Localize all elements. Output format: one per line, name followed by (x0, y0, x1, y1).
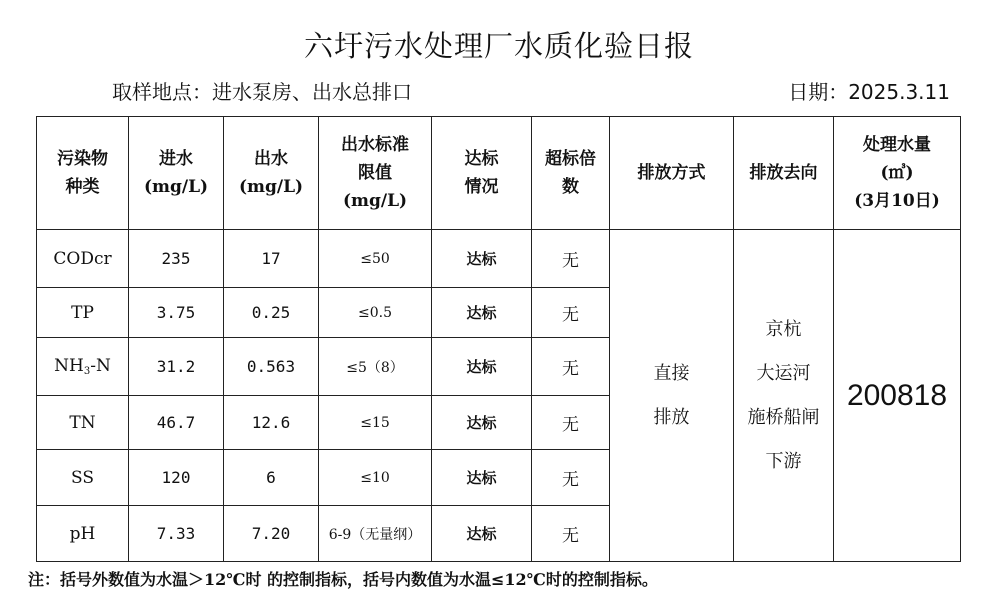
outflow-cell: 7.20 (224, 506, 319, 562)
pollutant-cell: TN (37, 396, 129, 450)
pollutant-cell: SS (37, 450, 129, 506)
inflow-cell: 31.2 (129, 338, 224, 396)
outflow-cell: 6 (224, 450, 319, 506)
treated-volume-cell: 200818 (834, 230, 961, 562)
table-header-row (37, 117, 961, 230)
status-cell: 达标 (432, 450, 532, 506)
header-outflow: 出水 (mg/L) (224, 117, 319, 230)
footnote: 注：括号外数值为水温＞12℃时 的控制指标，括号内数值为水温≤12℃时的控制指标。 (28, 570, 658, 589)
limit-cell: ≤10 (319, 450, 432, 506)
inflow-cell: 120 (129, 450, 224, 506)
limit-cell: ≤5（8） (319, 338, 432, 396)
report-date: 日期：2025.3.11 (788, 80, 950, 104)
status-cell: 达标 (432, 506, 532, 562)
header-exceed: 超标倍 数 (532, 117, 610, 230)
outflow-cell: 17 (224, 230, 319, 288)
status-cell: 达标 (432, 230, 532, 288)
header-inflow: 进水 (mg/L) (129, 117, 224, 230)
pollutant-cell: TP (37, 288, 129, 338)
header-status: 达标 情况 (432, 117, 532, 230)
limit-cell: ≤50 (319, 230, 432, 288)
exceed-cell: 无 (532, 396, 610, 450)
pollutant-cell: $NH_3-N$ (37, 338, 129, 396)
water-quality-table (36, 116, 961, 562)
exceed-cell: 无 (532, 288, 610, 338)
inflow-cell: 235 (129, 230, 224, 288)
pollutant-cell: pH (37, 506, 129, 562)
limit-cell: 6-9（无量纲） (319, 506, 432, 562)
exceed-cell: 无 (532, 506, 610, 562)
limit-cell: ≤15 (319, 396, 432, 450)
header-treated-volume: 处理水量 (㎥) (3月10日) (834, 117, 961, 230)
header-pollutant: 污染物 种类 (37, 117, 129, 230)
exceed-cell: 无 (532, 450, 610, 506)
status-cell: 达标 (432, 288, 532, 338)
sampling-location: 取样地点：进水泵房、出水总排口 (112, 80, 412, 104)
status-cell: 达标 (432, 396, 532, 450)
discharge-destination-cell: 京杭 大运河 施桥船闸 下游 (734, 230, 834, 562)
limit-cell: ≤0.5 (319, 288, 432, 338)
header-discharge-method: 排放方式 (610, 117, 734, 230)
report-title: 六圩污水处理厂水质化验日报 (303, 29, 694, 63)
header-limit: 出水标准 限值 (mg/L) (319, 117, 432, 230)
outflow-cell: 12.6 (224, 396, 319, 450)
pollutant-cell: CODcr (37, 230, 129, 288)
outflow-cell: 0.563 (224, 338, 319, 396)
status-cell: 达标 (432, 338, 532, 396)
outflow-cell: 0.25 (224, 288, 319, 338)
header-discharge-destination: 排放去向 (734, 117, 834, 230)
exceed-cell: 无 (532, 338, 610, 396)
table-row (37, 230, 961, 288)
inflow-cell: 3.75 (129, 288, 224, 338)
exceed-cell: 无 (532, 230, 610, 288)
inflow-cell: 46.7 (129, 396, 224, 450)
discharge-method-cell: 直接 排放 (610, 230, 734, 562)
inflow-cell: 7.33 (129, 506, 224, 562)
